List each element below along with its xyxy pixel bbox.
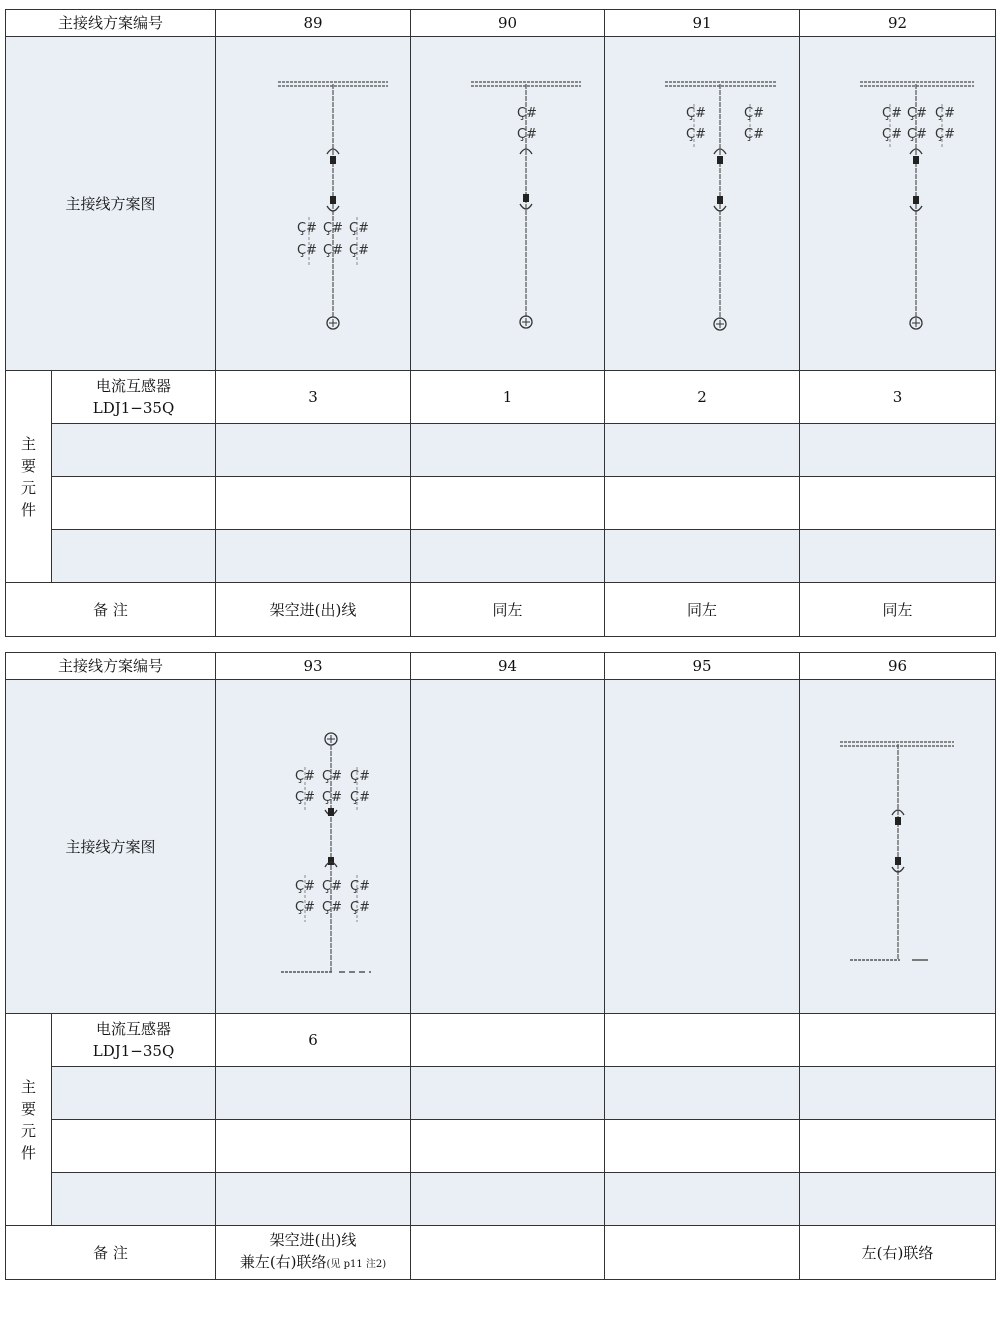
svg-text:Ç#: Ç# [349, 220, 369, 236]
diagram-cell [605, 680, 800, 1014]
component-qty: 3 [800, 371, 996, 424]
svg-text:Ç#: Ç# [323, 220, 343, 236]
svg-text:Ç#: Ç# [906, 105, 927, 121]
remark-cell: 左(右)联络 [800, 1226, 996, 1280]
scheme-number: 96 [800, 653, 996, 680]
scheme-number: 95 [605, 653, 800, 680]
svg-text:Ç#: Ç# [516, 105, 537, 121]
svg-text:Ç#: Ç# [323, 242, 343, 258]
component-qty: 1 [411, 371, 605, 424]
component-qty: 2 [605, 371, 800, 424]
scheme-number: 92 [800, 10, 996, 37]
scheme-number: 90 [411, 10, 605, 37]
svg-text:Ç#: Ç# [322, 789, 342, 805]
diagram-label: 主接线方案图 [6, 680, 216, 1014]
svg-text:Ç#: Ç# [686, 126, 706, 142]
svg-text:Ç#: Ç# [295, 789, 315, 805]
svg-text:Ç#: Ç# [295, 899, 315, 915]
svg-text:Ç#: Ç# [934, 126, 955, 142]
wiring-diagram-96 [818, 682, 978, 1012]
svg-text:Ç#: Ç# [350, 789, 370, 805]
remark-cell: 同左 [605, 583, 800, 637]
group-label: 主 要 元 件 [6, 1014, 52, 1226]
svg-text:Ç#: Ç# [322, 878, 342, 894]
diagram-cell [411, 680, 605, 1014]
scheme-number: 93 [216, 653, 411, 680]
svg-text:Ç#: Ç# [350, 878, 370, 894]
component-qty [800, 1014, 996, 1067]
scheme-number: 94 [411, 653, 605, 680]
diagram-cell [216, 37, 411, 371]
remark-cell [605, 1226, 800, 1280]
diagram-cell [800, 680, 996, 1014]
wiring-diagram-93 [233, 682, 393, 1012]
svg-text:Ç#: Ç# [322, 899, 342, 915]
component-name: 电流互感器 LDJ1−35Q [52, 371, 216, 424]
header-label: 主接线方案编号 [6, 653, 216, 680]
diagram-cell [605, 37, 800, 371]
diagram-cell [216, 680, 411, 1014]
scheme-number: 91 [605, 10, 800, 37]
svg-text:Ç#: Ç# [934, 105, 955, 121]
group-label: 主 要 元 件 [6, 371, 52, 583]
svg-text:Ç#: Ç# [297, 242, 317, 258]
remark-cell [411, 1226, 605, 1280]
svg-text:Ç#: Ç# [295, 878, 315, 894]
diagram-cell [800, 37, 996, 371]
component-qty: 3 [216, 371, 411, 424]
diagram-cell [411, 37, 605, 371]
component-name: 电流互感器 LDJ1−35Q [52, 1014, 216, 1067]
remark-label: 备 注 [6, 583, 216, 637]
component-qty [411, 1014, 605, 1067]
diagram-label: 主接线方案图 [6, 37, 216, 371]
component-qty: 6 [216, 1014, 411, 1067]
svg-text:Ç#: Ç# [297, 220, 317, 236]
remark-cell: 架空进(出)线 兼左(右)联络(见 p11 注2) [216, 1226, 411, 1280]
scheme-table-1 [5, 9, 996, 637]
svg-text:Ç#: Ç# [744, 105, 764, 121]
wiring-diagram-89 [233, 39, 393, 369]
remark-cell: 架空进(出)线 [216, 583, 411, 637]
svg-text:Ç#: Ç# [350, 768, 370, 784]
svg-text:Ç#: Ç# [881, 126, 902, 142]
svg-text:Ç#: Ç# [349, 242, 369, 258]
svg-text:Ç#: Ç# [322, 768, 342, 784]
svg-text:Ç#: Ç# [295, 768, 315, 784]
scheme-table-2 [5, 652, 996, 1280]
wiring-diagram-91 [622, 39, 782, 369]
svg-text:Ç#: Ç# [350, 899, 370, 915]
svg-text:Ç#: Ç# [906, 126, 927, 142]
component-qty [605, 1014, 800, 1067]
svg-text:Ç#: Ç# [686, 105, 706, 121]
svg-text:Ç#: Ç# [744, 126, 764, 142]
remark-cell: 同左 [800, 583, 996, 637]
svg-text:Ç#: Ç# [516, 126, 537, 142]
remark-label: 备 注 [6, 1226, 216, 1280]
header-label: 主接线方案编号 [6, 10, 216, 37]
svg-text:Ç#: Ç# [881, 105, 902, 121]
wiring-diagram-92 [818, 39, 978, 369]
scheme-number: 89 [216, 10, 411, 37]
remark-cell: 同左 [411, 583, 605, 637]
wiring-diagram-90 [428, 39, 588, 369]
